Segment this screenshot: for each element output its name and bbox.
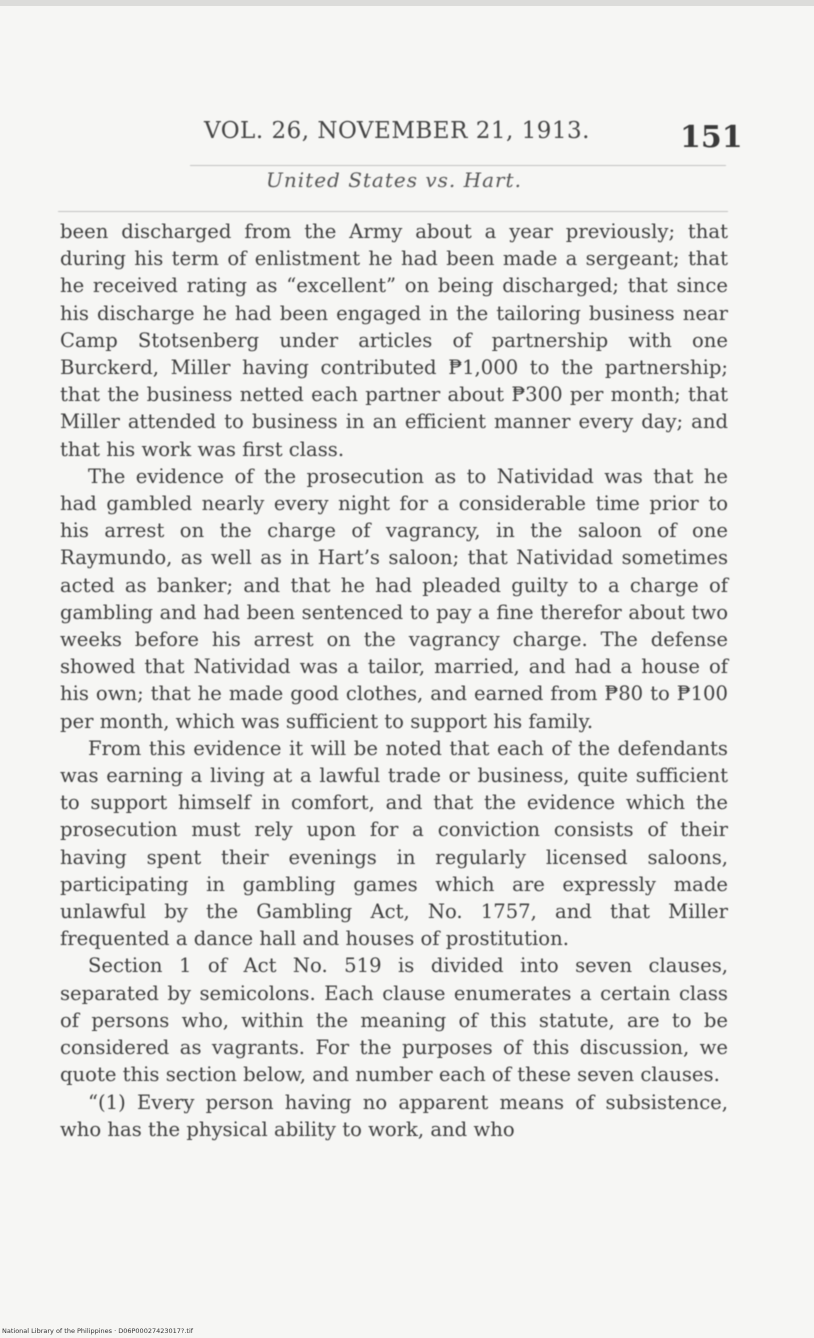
paragraph-act-519: Section 1 of Act No. 519 is divided into seven clauses, separated by semicolons. Each clause enumerates a certain class of persons who, within the meaning of this statute, are to be considered as vagrants. For the purposes of this discussion, we quote this section below, and number each of these seven clauses.	[60, 954, 728, 1087]
body-text	[60, 218, 728, 1143]
title-rule	[58, 211, 728, 212]
paragraph-continued: been discharged from the Army about a year previously; that during his term of enlistment he had been made a sergeant; that he received rating as “excellent” on being discharged; that since his discharge he had been engaged in the tailoring business near Camp Stotsenberg under articles of partnership with one Burckerd, Miller having contributed ₱1,000 to the partnership; that the business netted each partner about ₱300 per month; that Miller attended to business in an efficient manner every day; and that his work was first class.	[60, 220, 728, 461]
running-head: VOL. 26, NOVEMBER 21, 1913.	[204, 118, 590, 144]
page-number: 151	[680, 120, 743, 155]
header-rule	[190, 165, 726, 166]
paragraph-natividad-evidence: The evidence of the prosecution as to Natividad was that he had gambled nearly every night for a considerable time prior to his arrest on the charge of vagrancy, in the saloon of one Raymundo, as well as in Hart’s saloon; that Natividad sometimes acted as banker; and that he had pleaded guilty to a charge of gambling and had been sentenced to pay a fine therefor about two weeks before his arrest on the vagrancy charge. The defense showed that Natividad was a tailor, married, and had a house of his own; that he made good clothes, and earned from ₱80 to ₱100 per month, which was sufficient to support his family.	[60, 464, 728, 733]
case-title: United States vs. Hart.	[266, 168, 522, 192]
paragraph-clause-1: “(1) Every person having no apparent means of subsistence, who has the physical ability to work, and who	[60, 1090, 728, 1141]
book-page	[58, 0, 743, 1338]
paragraph-evidence-summary: From this evidence it will be noted that each of the defendants was earning a living at a lawful trade or business, quite sufficient to support himself in comfort, and that the evidence which the prosecution must rely upon for a conviction consists of their having spent their evenings in regularly licensed saloons, participating in gambling games which are expressly made unlawful by the Gambling Act, No. 1757, and that Miller frequented a dance hall and houses of prostitution.	[60, 736, 728, 951]
scan-credit: National Library of the Philippines · D06P00027423017?.tif	[2, 1327, 194, 1335]
